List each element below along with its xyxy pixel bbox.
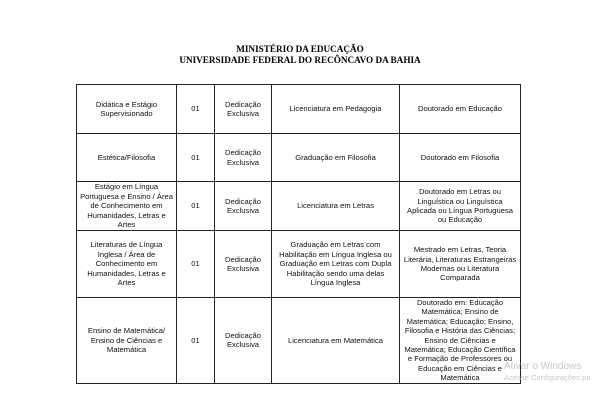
graduacao-cell: Graduação em Letras com Habilitação em Língua Inglesa ou Graduação em Letras com Dupla Habilitação sendo uma delas Língua Inglesa — [272, 231, 400, 298]
table-row — [77, 85, 521, 134]
ministry-title: MINISTÉRIO DA EDUCAÇÃO — [236, 44, 364, 54]
vagas-cell: 01 — [177, 134, 215, 182]
university-title: UNIVERSIDADE FEDERAL DO RECÔNCAVO DA BAHIA — [179, 55, 421, 65]
area-cell: Literaturas de Língua Inglesa / Área de Conhecimento em Humanidades, Letras e Artes — [77, 231, 177, 298]
document-header — [0, 44, 600, 66]
titulacao-cell: Doutorado em: Educação Matemática; Ensino de Matemática; Educação; Ensino, Filosofia e História das Ciências; Ensino de Ciências e Matemática; Educação Científica e Formação de Professores ou Educação em Ciências e Matemática — [400, 298, 521, 384]
vagas-cell: 01 — [177, 85, 215, 134]
regime-cell: Dedicação Exclusiva — [215, 85, 272, 134]
titulacao-cell: Doutorado em Filosofia — [400, 134, 521, 182]
vagas-cell: 01 — [177, 298, 215, 384]
regime-cell: Dedicação Exclusiva — [215, 231, 272, 298]
table-row — [77, 231, 521, 298]
area-cell: Didática e Estágio Supervisionado — [77, 85, 177, 134]
vagas-cell: 01 — [177, 231, 215, 298]
windows-activation-watermark — [504, 361, 600, 383]
watermark-subtitle: Acesse Configurações pa — [504, 373, 591, 382]
table-row — [77, 298, 521, 384]
regime-cell: Dedicação Exclusiva — [215, 134, 272, 182]
watermark-title: Ativar o Windows — [504, 361, 582, 372]
graduacao-cell: Licenciatura em Letras — [272, 182, 400, 231]
table-row — [77, 182, 521, 231]
area-cell: Ensino de Matemática/ Ensino de Ciências e Matemática — [77, 298, 177, 384]
regime-cell: Dedicação Exclusiva — [215, 182, 272, 231]
regime-cell: Dedicação Exclusiva — [215, 298, 272, 384]
graduacao-cell: Licenciatura em Pedagogia — [272, 85, 400, 134]
graduacao-cell: Licenciatura em Matemática — [272, 298, 400, 384]
titulacao-cell: Mestrado em Letras, Teoria Literária, Literaturas Estrangeiras Modernas ou Literatura Comparada — [400, 231, 521, 298]
vagas-cell: 01 — [177, 182, 215, 231]
graduacao-cell: Graduação em Filosofia — [272, 134, 400, 182]
table-row — [77, 134, 521, 182]
titulacao-cell: Doutorado em Letras ou Linguística ou Linguística Aplicada ou Língua Portuguesa ou Educação — [400, 182, 521, 231]
area-cell: Estágio em Língua Portuguesa e Ensino / Área de Conhecimento em Humanidades, Letras e Artes — [77, 182, 177, 231]
area-cell: Estética/Filosofia — [77, 134, 177, 182]
positions-table — [76, 84, 521, 384]
titulacao-cell: Doutorado em Educação — [400, 85, 521, 134]
